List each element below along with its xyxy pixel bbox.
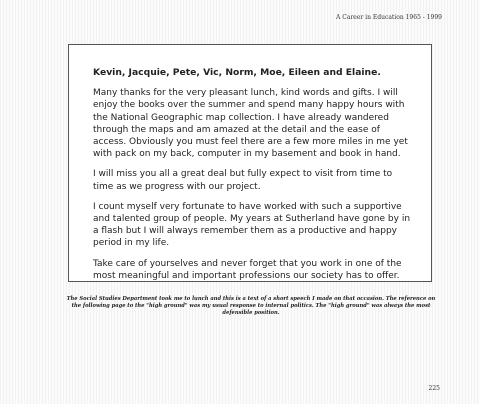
letter-paragraph-2: I will miss you all a great deal but fully expect to visit from time to time as we progress with our project. bbox=[93, 169, 393, 192]
letter-frame bbox=[68, 44, 432, 282]
letter-salutation: Kevin, Jacquie, Pete, Vic, Norm, Moe, Eileen and Elaine. bbox=[93, 67, 381, 78]
letter-body bbox=[93, 67, 411, 290]
page-number: 225 bbox=[428, 385, 440, 392]
running-header: A Career in Education 1965 - 1999 bbox=[336, 14, 442, 21]
letter-paragraph-4: Take care of yourselves and never forget that you work in one of the most meaningful and important professions our society has to offer. bbox=[93, 258, 402, 281]
letter-paragraph-1: Many thanks for the very pleasant lunch, kind words and gifts. I will enjoy the books over the summer and spend many happy hours with the National Geographic map collection. I have already wandered through the maps and am amazed at the detail and the ease of access. Obviously you must feel there are a few more miles in me yet with pack on my back, computer in my basement and book in hand. bbox=[93, 88, 408, 160]
letter-paragraph-3: I count myself very fortunate to have worked with such a supportive and talented group of people. My years at Sutherland have gone by in a flash but I will always remember them as a productive and happy period in my life. bbox=[93, 201, 411, 249]
photo-caption: The Social Studies Department took me to lunch and this is a text of a short speech I made on that occasion. The reference on the following page to the "high ground" was my usual response to internal politics. The "high ground" was always the most defensible position. bbox=[66, 296, 436, 316]
